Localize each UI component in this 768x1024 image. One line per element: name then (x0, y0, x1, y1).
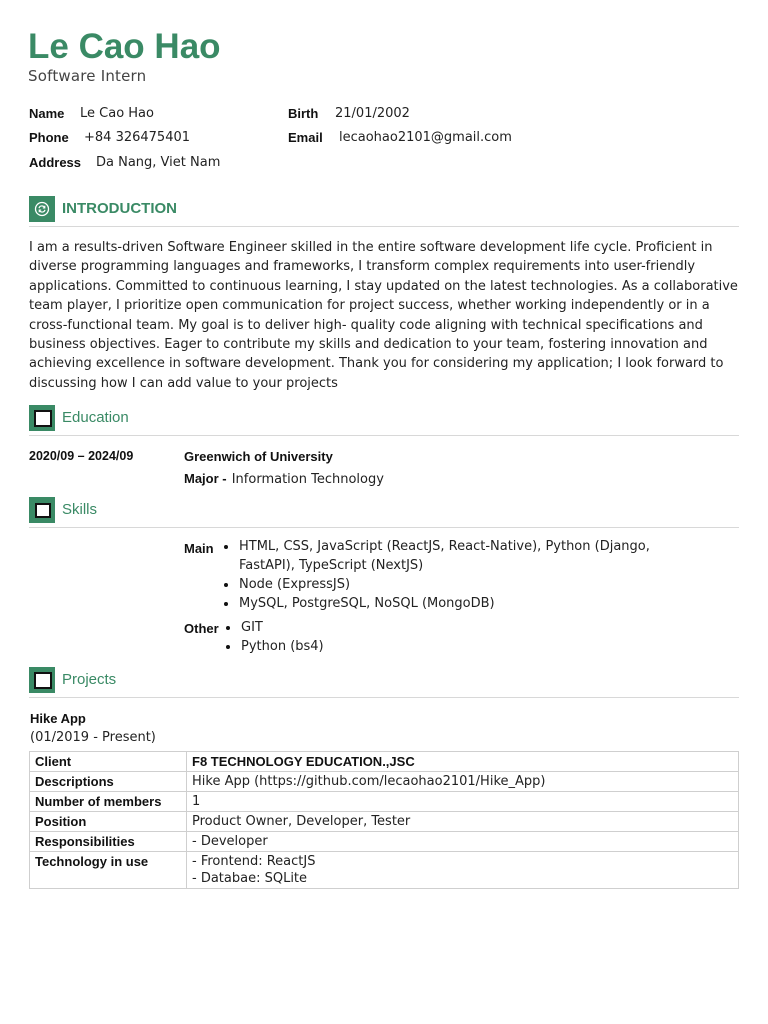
projects-section-header (29, 667, 739, 698)
list-item: Node (ExpressJS) (239, 575, 679, 594)
list-item: MySQL, PostgreSQL, NoSQL (MongoDB) (239, 594, 679, 613)
table-key: Position (30, 812, 187, 832)
major-label: Major - (184, 471, 227, 486)
skills-main-list (239, 537, 679, 613)
list-item: GIT (241, 618, 541, 637)
email-label: Email (288, 130, 323, 145)
phone-value: +84 326475401 (84, 130, 191, 145)
table-row (30, 852, 739, 889)
education-school: Greenwich of University (184, 449, 333, 464)
education-major (184, 468, 384, 487)
introduction-title: INTRODUCTION (62, 200, 177, 217)
address-value: Da Nang, Viet Nam (96, 155, 221, 170)
introduction-text: I am a results-driven Software Engineer skilled in the entire software development life cycle. Proficient in diverse programming languages and frameworks, I transform complex requirements into user-friendly applications. Committed to continuous learning, I stay updated on the latest technologies. As a collaborative team player, I prioritize open communication for project success, whether working independently or in a cross-functional team. My goal is to deliver high- quality code aligning with technical specifications and business objectives. Eager to contribute my skills and dedication to your team, fostering innovation and achieving excellence in software development. Thank you for considering my application; I look forward to discussing how I can add value to your projects (29, 240, 738, 391)
project-details-table (29, 751, 739, 889)
table-value[interactable]: Hike App (https://github.com/lecaohao2101/Hike_App) (187, 772, 739, 792)
skills-section-header (29, 497, 739, 528)
birth-value: 21/01/2002 (335, 106, 410, 121)
table-row (30, 752, 739, 772)
project-name: Hike App (30, 711, 86, 726)
projects-title: Projects (62, 671, 117, 688)
table-row (30, 812, 739, 832)
table-key: Descriptions (30, 772, 187, 792)
table-key: Technology in use (30, 852, 187, 889)
table-key: Responsibilities (30, 832, 187, 852)
checkbox-icon (29, 405, 55, 431)
skills-title: Skills (62, 501, 98, 518)
skills-main-label: Main (184, 541, 214, 556)
education-period: 2020/09 – 2024/09 (29, 449, 134, 463)
list-item: Python (bs4) (241, 637, 541, 656)
table-value: - Developer (187, 832, 739, 852)
address-label: Address (29, 155, 82, 170)
education-section-header (29, 405, 739, 436)
checkbox-icon (29, 667, 55, 693)
email-value[interactable]: lecaohao2101@gmail.com (339, 130, 512, 145)
list-item: HTML, CSS, JavaScript (ReactJS, React-Native), Python (Django, FastAPI), TypeScript (NextJS) (239, 537, 679, 575)
education-title: Education (62, 409, 129, 426)
candidate-name: Le Cao Hao (28, 27, 221, 66)
skills-other-list (241, 618, 541, 656)
name-value: Le Cao Hao (80, 106, 154, 121)
table-row (30, 832, 739, 852)
skills-other-label: Other (184, 621, 219, 636)
major-value: Information Technology (231, 472, 384, 487)
birth-label: Birth (288, 106, 319, 121)
table-row (30, 772, 739, 792)
table-value (187, 852, 739, 889)
project-period: (01/2019 - Present) (30, 730, 156, 745)
job-title: Software Intern (28, 67, 147, 85)
phone-label: Phone (29, 130, 69, 145)
table-key: Number of members (30, 792, 187, 812)
table-key: Client (30, 752, 187, 772)
table-value: Product Owner, Developer, Tester (187, 812, 739, 832)
table-value: 1 (187, 792, 739, 812)
checkbox-icon (29, 497, 55, 523)
name-label: Name (29, 106, 65, 121)
table-value-line: - Databae: SQLite (192, 871, 308, 886)
refresh-circle-icon (29, 196, 55, 222)
table-row (30, 792, 739, 812)
table-value-line: - Frontend: ReactJS (192, 854, 316, 869)
table-value: F8 TECHNOLOGY EDUCATION.,JSC (187, 752, 739, 772)
introduction-section-header (29, 196, 739, 227)
